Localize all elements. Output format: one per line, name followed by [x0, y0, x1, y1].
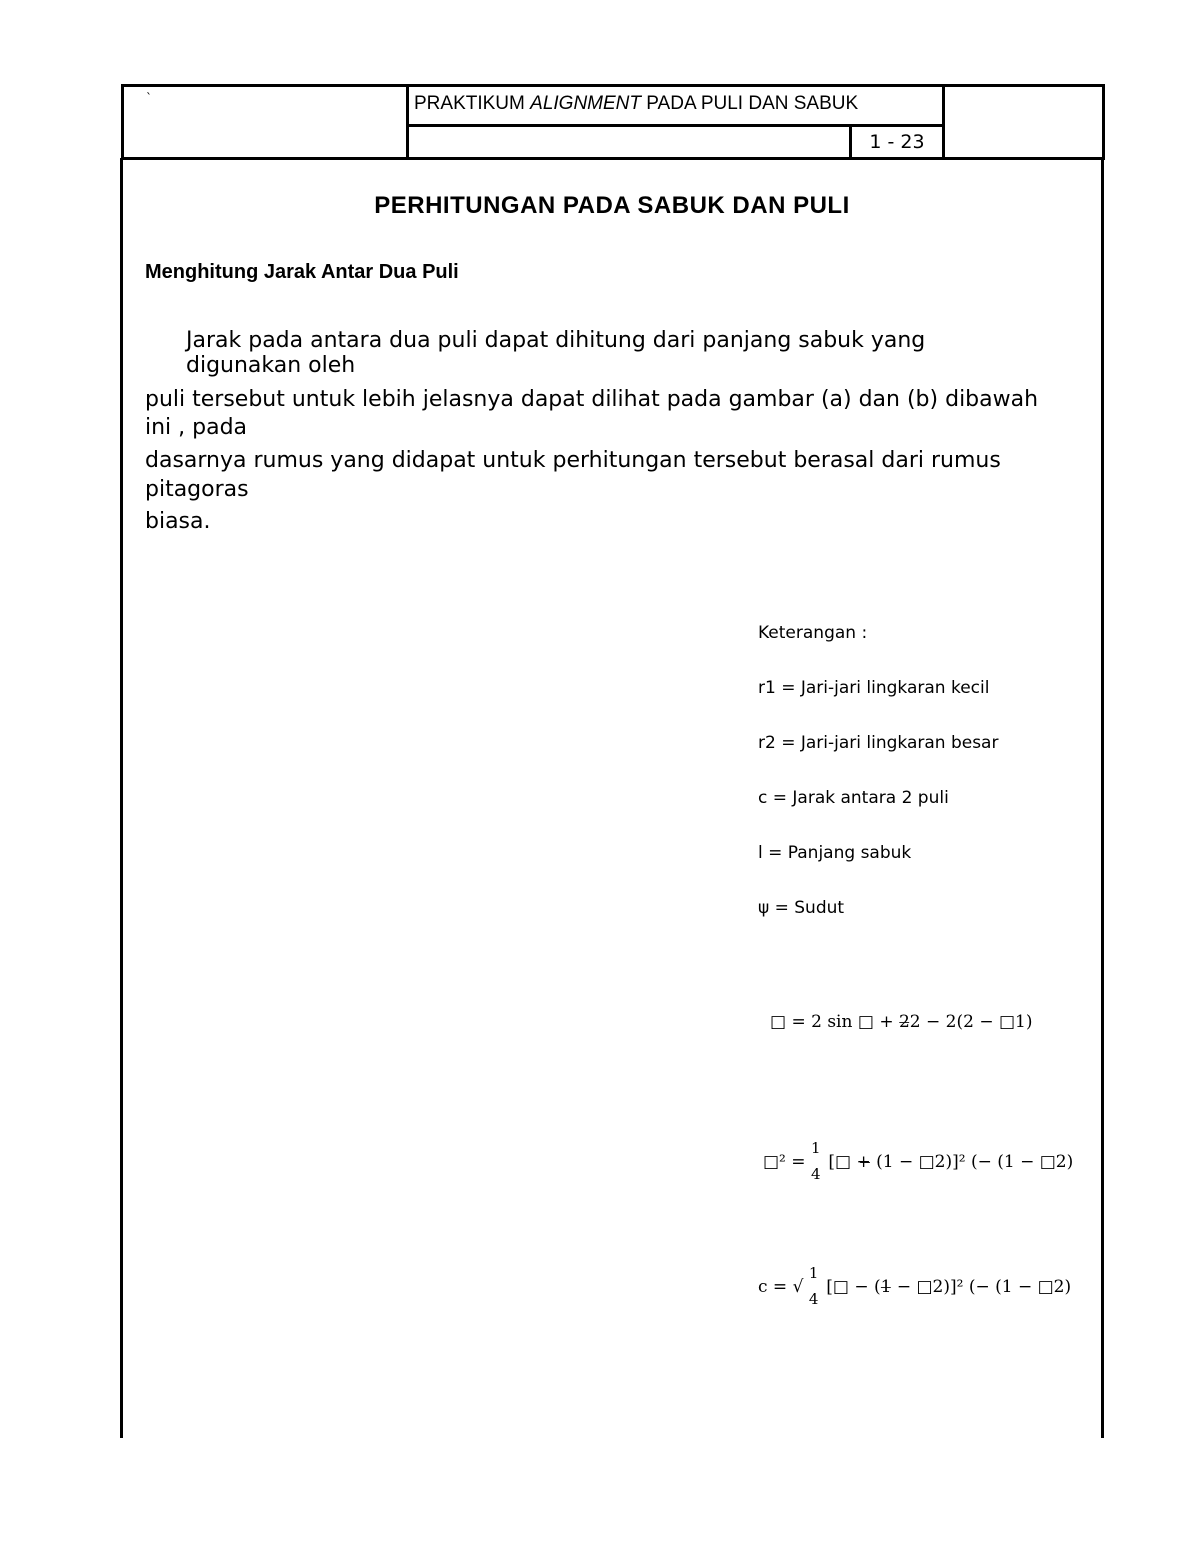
fraction-denominator: 4 — [810, 1164, 821, 1183]
fraction-numerator: 1 — [810, 1138, 821, 1157]
header-box — [121, 84, 1105, 160]
paragraph-line: biasa. — [145, 509, 211, 534]
legend-heading: Keterangan : — [758, 623, 868, 643]
paragraph-line: dasarnya rumus yang didapat untuk perhitungan tersebut berasal dari rumus — [145, 448, 1001, 473]
legend-item: c = Jarak antara 2 puli — [758, 788, 949, 808]
header-title-emphasis: ALIGNMENT — [530, 93, 641, 114]
header-tick-mark: ` — [146, 91, 152, 105]
fraction-denominator: 4 — [808, 1289, 819, 1308]
paragraph-line: pitagoras — [145, 477, 249, 502]
formula-right: [□ − (1̶ − □2)]² (− (1 − □2) — [826, 1277, 1072, 1297]
legend-item: l = Panjang sabuk — [758, 843, 912, 863]
header-title-prefix: PRAKTIKUM — [414, 93, 525, 114]
paragraph-line: digunakan oleh — [186, 353, 356, 378]
formula-left: □² = — [763, 1152, 806, 1172]
header-divider — [406, 87, 409, 157]
formula-right: [□ +̶ (1 − □2)]² (− (1 − □2) — [828, 1152, 1074, 1172]
page-frame-right — [1101, 158, 1104, 1438]
legend-item: r2 = Jari-jari lingkaran besar — [758, 733, 999, 753]
page-number: 1 - 23 — [869, 131, 925, 153]
header-divider — [406, 124, 945, 127]
header-divider — [942, 87, 945, 157]
header-title-suffix: PADA PULI DAN SABUK — [646, 93, 859, 114]
formula-left: c = √ — [758, 1277, 804, 1297]
legend-item: r1 = Jari-jari lingkaran kecil — [758, 678, 990, 698]
header-divider — [849, 124, 852, 157]
paragraph-line: puli tersebut untuk lebih jelasnya dapat dilihat pada gambar (a) dan (b) dibawah — [145, 387, 1039, 412]
formula-c — [758, 1263, 1072, 1308]
fraction — [808, 1263, 821, 1308]
formula-sabuk: □ = 2 sin □ + 2̶2 − 2(2 − □1) — [770, 1012, 1033, 1032]
legend-item: ψ = Sudut — [758, 898, 845, 918]
page-frame-left — [120, 158, 123, 1438]
paragraph-line: Jarak pada antara dua puli dapat dihitung dari panjang sabuk yang — [186, 328, 926, 353]
formula-c-squared — [763, 1138, 1074, 1183]
paragraph-line: ini , pada — [145, 415, 248, 440]
header-title — [414, 93, 938, 115]
page-title: PERHITUNGAN PADA SABUK DAN PULI — [374, 192, 850, 219]
fraction-numerator: 1 — [808, 1263, 819, 1282]
section-heading: Menghitung Jarak Antar Dua Puli — [145, 261, 459, 283]
fraction — [810, 1138, 823, 1183]
